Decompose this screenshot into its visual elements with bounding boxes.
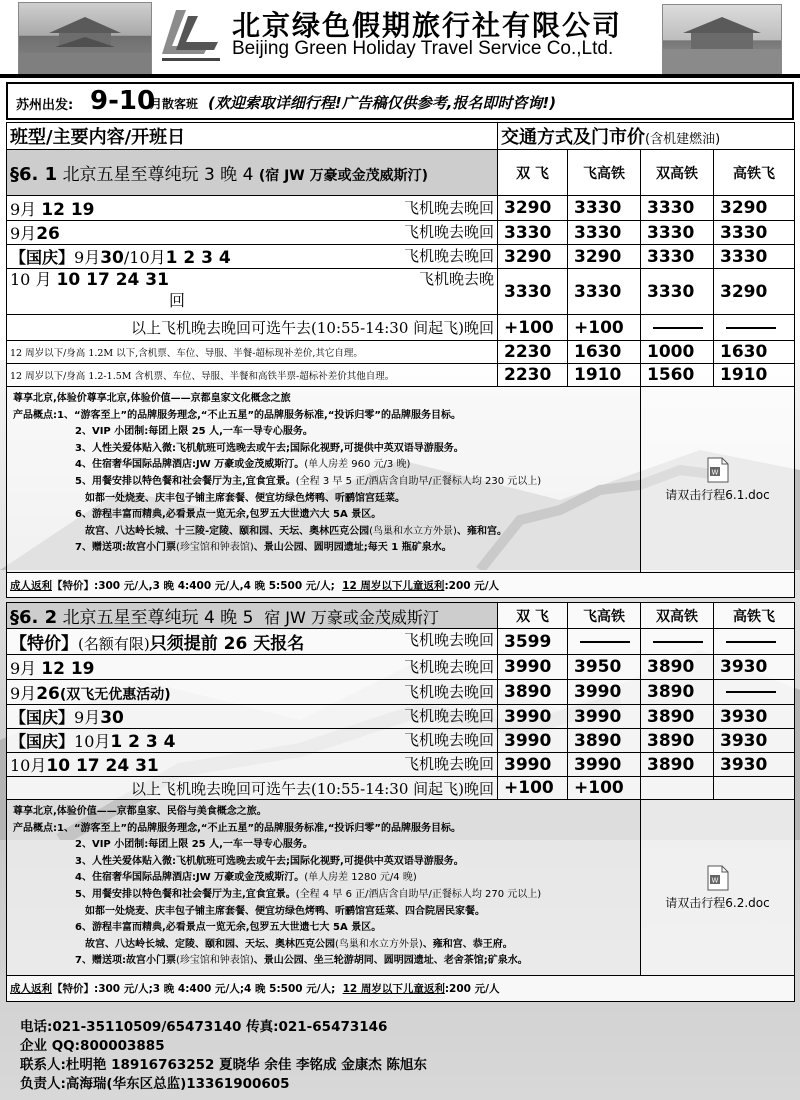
no-price-dash bbox=[726, 641, 776, 643]
table-row: 10月10 17 24 31 飞机晚去晚回 3990 3990 3890 3930 bbox=[7, 753, 795, 777]
forbidden-city-photo bbox=[18, 2, 152, 76]
transport-type: 双 飞 bbox=[498, 603, 568, 629]
contact-qq: 企业 QQ:800003885 bbox=[20, 1038, 165, 1054]
no-price-dash bbox=[580, 641, 630, 643]
departure-banner bbox=[6, 82, 794, 120]
itinerary-doc-link[interactable] bbox=[641, 800, 795, 976]
svg-text:W: W bbox=[711, 468, 718, 476]
transport-type: 双高铁 bbox=[641, 603, 714, 629]
table-row: 9月26(双飞无优惠活动) 飞机晚去晚回 3890 3990 3890 bbox=[7, 680, 795, 705]
child-price-row: 12 周岁以下/身高 1.2M 以下,含机票、车位、导服、半餐-超标现补差价,其它自理。 2230 1630 1000 1630 bbox=[7, 341, 795, 364]
header-divider bbox=[0, 74, 800, 78]
banner-tour-type: 月散客班 bbox=[150, 97, 199, 111]
optional-row: 以上飞机晚去晚回可选午去(10:55-14:30 间起飞)晚回 +100 +100 bbox=[7, 777, 795, 800]
svg-text:W: W bbox=[711, 876, 718, 884]
no-price-dash bbox=[653, 641, 703, 643]
table-row: 【国庆】9月30/10月1 2 3 4 飞机晚去晚回 3290 3290 3330 3330 bbox=[7, 245, 795, 269]
table-row: 【国庆】9月30 飞机晚去晚回 3990 3990 3890 3930 bbox=[7, 705, 795, 729]
table-row: 10 月 10 17 24 31 飞机晚去晚 回 3330 3330 3330 3290 bbox=[7, 269, 795, 315]
transport-type: 双高铁 bbox=[641, 150, 714, 196]
transport-type: 高铁飞 bbox=[714, 150, 795, 196]
company-logo-icon bbox=[158, 6, 224, 66]
no-price-dash bbox=[653, 327, 703, 329]
section1-rebate: 成人返利【特价】:300 元/人,3 晚 4:400 元/人,4 晚 5:500 元/人; 12 周岁以下儿童返利:200 元/人 bbox=[7, 573, 795, 598]
contact-info bbox=[20, 1018, 427, 1094]
itinerary-doc-link[interactable] bbox=[641, 387, 795, 573]
section2-title: §6. 2 北京五星至尊纯玩 4 晚 5 宿 JW 万豪或金茂威斯汀 bbox=[7, 603, 498, 629]
transport-type: 双 飞 bbox=[498, 150, 568, 196]
table-row: 9月 12 19 飞机晚去晚回 3290 3330 3330 3290 bbox=[7, 196, 795, 221]
transport-type: 高铁飞 bbox=[714, 603, 795, 629]
child-price-row: 12 周岁以下/身高 1.2-1.5M 含机票、车位、导服、半餐和高铁半票-超标补差价其他自理。 2230 1910 1560 1910 bbox=[7, 364, 795, 387]
column-header-left: 班型/主要内容/开班日 bbox=[7, 123, 498, 150]
table-row: 9月 12 19 飞机晚去晚回 3990 3950 3890 3930 bbox=[7, 655, 795, 680]
column-header-right: 交通方式及门市价(含机建燃油) bbox=[498, 123, 795, 150]
table-row: 【国庆】10月1 2 3 4 飞机晚去晚回 3990 3890 3890 3930 bbox=[7, 729, 795, 753]
section1-title: §6. 1 北京五星至尊纯玩 3 晚 4 (宿 JW 万豪或金茂威斯汀) bbox=[7, 150, 498, 196]
section1-description: 尊享北京,体验价尊享北京,体验价值——京都皇家文化概念之旅 产品概点:1、“游客至上”的品牌服务理念,“不止五星”的品牌服务标准,“投诉归零”的品牌服务目标。 2、VIP 小团制:每团上限 25 人,一车一导专心服务。 3、人性关爱体贴入微:飞机航班可选晚去或午去;国际化视野,可提供中英双语导游服务。 4、住宿奢华国际品牌酒店:JW 万豪或金茂威斯汀。(单人房差 960 元/3 晚) 5、用餐安排以特色餐和社会餐厅为主,宜食宜景。(全程 3 早 5 正/酒店含自助早/正餐标人均 230 元以上) 如都一处烧麦、庆丰包子铺主席套餐、便宜坊绿色烤鸭、听鹂馆宫廷菜。 6、游程丰富而精典,必看景点一览无余,包罗五大世遗六大 5A 景区。 故宫、八达岭长城、十三陵-定陵、颐和园、天坛、奥林匹克公园(鸟巢和水立方外景)、雍和宫。 7、赠送项:故宫小门票(珍宝馆和钟表馆)、景山公园、圆明园遗址;每天 1 瓶矿泉水。 bbox=[7, 387, 641, 573]
section2-description: 尊享北京,体验价值——京都皇家、民俗与美食概念之旅。 产品概点:1、“游客至上”的品牌服务理念,“不止五星”的品牌服务标准,“投诉归零”的品牌服务目标。 2、VIP 小团制:每团上限 25 人,一车一导专心服务。 3、人性关爱体贴入微:飞机航班可选晚去或午去;国际化视野,可提供中英双语导游服务。 4、住宿奢华国际品牌酒店:JW 万豪或金茂威斯汀。(单人房差 1280 元/4 晚) 5、用餐安排以特色餐和社会餐厅为主,宜食宜景。(全程 4 早 6 正/酒店含自助早/正餐标人均 270 元以上) 如都一处烧麦、庆丰包子铺主席套餐、便宜坊绿色烤鸭、听鹂馆宫廷菜、四合院居民家餐。 6、游程丰富而精典,必看景点一览无余,包罗五大世遗七大 5A 景区。 故宫、八达岭长城、定陵、颐和园、天坛、奥林匹克公园(鸟巢和水立方外景)、雍和宫、恭王府。 7、赠送项:故宫小门票(珍宝馆和钟表馆)、景山公园、坐三轮游胡同、圆明园遗址、老舍茶馆;矿泉水。 bbox=[7, 800, 641, 976]
table-row: 9月26 飞机晚去晚回 3330 3330 3330 3330 bbox=[7, 221, 795, 245]
contact-persons: 联系人:杜明艳 18916763252 夏晓华 余佳 李铭成 金康杰 陈旭东 bbox=[20, 1057, 427, 1073]
doc-filename: 请双击行程6.2.doc bbox=[665, 895, 770, 910]
word-document-icon bbox=[707, 457, 729, 483]
no-price-dash bbox=[726, 691, 776, 693]
banner-origin: 苏州出发: bbox=[16, 98, 74, 113]
company-name-cn: 北京绿色假期旅行社有限公司 bbox=[232, 9, 623, 42]
transport-type: 飞高铁 bbox=[568, 150, 641, 196]
tiananmen-photo bbox=[662, 4, 782, 76]
section2-table bbox=[6, 602, 795, 1002]
optional-row: 以上飞机晚去晚回可选午去(10:55-14:30 间起飞)晚回 +100 +100 bbox=[7, 315, 795, 341]
special-price-row: 【特价】(名额有限)只须提前 26 天报名 飞机晚去晚回 3599 bbox=[7, 629, 795, 655]
word-document-icon bbox=[707, 865, 729, 891]
contact-phone: 电话:021-35110509/65473140 传真:021-65473146 bbox=[20, 1019, 388, 1035]
section1-table bbox=[6, 122, 795, 598]
banner-note: (欢迎索取详细行程!广告稿仅供参考,报名即时咨询!) bbox=[208, 94, 557, 112]
contact-manager: 负责人:高海瑞(华东区总监)13361900605 bbox=[20, 1076, 290, 1092]
doc-filename: 请双击行程6.1.doc bbox=[665, 487, 770, 502]
header bbox=[0, 0, 800, 80]
transport-type: 飞高铁 bbox=[568, 603, 641, 629]
company-name-en: Beijing Green Holiday Travel Service Co.,Ltd. bbox=[232, 38, 614, 59]
banner-months: 9-10 bbox=[90, 86, 156, 116]
no-price-dash bbox=[726, 327, 776, 329]
section2-rebate: 成人返利【特价】:300 元/人;3 晚 4:400 元/人;4 晚 5:500 元/人; 12 周岁以下儿童返利:200 元/人 bbox=[7, 976, 795, 1002]
